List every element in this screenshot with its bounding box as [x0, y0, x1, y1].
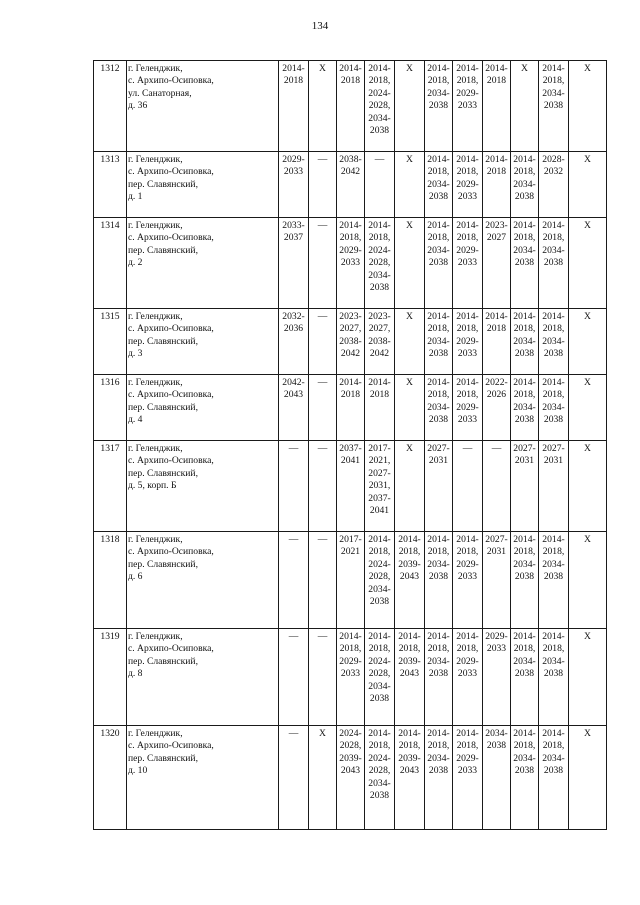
period-cell: 2014- 2018, 2034- 2038	[425, 218, 453, 309]
address-line: г. Геленджик,	[128, 311, 183, 322]
address-line: д. 6	[128, 571, 143, 583]
address-line: г. Геленджик,	[128, 728, 183, 739]
period-cell: 2014- 2018	[365, 375, 395, 441]
period-cell: 2014- 2018, 2034- 2038	[539, 218, 569, 309]
address-line: пер. Славянский,	[128, 244, 198, 256]
period-cell: 2023- 2027, 2038- 2042	[337, 309, 365, 375]
table-row	[94, 152, 607, 218]
address-line: с. Архипо-Осиповка,	[128, 166, 214, 178]
address-line: д. 2	[128, 257, 143, 269]
row-number: 1316	[94, 375, 127, 441]
period-cell: 2014- 2018	[483, 309, 511, 375]
period-cell: X	[569, 629, 607, 726]
row-number: 1320	[94, 726, 127, 830]
table-row	[94, 218, 607, 309]
address-cell	[127, 441, 279, 532]
period-cell: 2034- 2038	[483, 726, 511, 830]
period-cell: 2014- 2018, 2034- 2038	[425, 726, 453, 830]
period-cell: 2014- 2018, 2034- 2038	[539, 532, 569, 629]
period-cell: 2014- 2018, 2024- 2028, 2034- 2038	[365, 218, 395, 309]
period-cell: —	[279, 629, 309, 726]
table-row	[94, 532, 607, 629]
period-cell: 2037- 2041	[337, 441, 365, 532]
period-cell: 2014- 2018, 2034- 2038	[539, 726, 569, 830]
period-cell: X	[569, 309, 607, 375]
period-cell: 2014- 2018, 2029- 2033	[453, 532, 483, 629]
table-row	[94, 375, 607, 441]
period-cell: 2027- 2031	[425, 441, 453, 532]
period-cell: 2014- 2018, 2034- 2038	[511, 629, 539, 726]
period-cell: —	[453, 441, 483, 532]
row-number: 1319	[94, 629, 127, 726]
address-line: ул. Санаторная,	[128, 87, 192, 99]
row-number: 1318	[94, 532, 127, 629]
period-cell: 2014- 2018, 2029- 2033	[337, 629, 365, 726]
address-cell	[127, 309, 279, 375]
period-cell: —	[483, 441, 511, 532]
period-cell: 2014- 2018, 2024- 2028, 2034- 2038	[365, 629, 395, 726]
period-cell: —	[279, 532, 309, 629]
period-cell: 2023- 2027	[483, 218, 511, 309]
period-cell: 2014- 2018, 2024- 2028, 2034- 2038	[365, 532, 395, 629]
period-cell: —	[279, 441, 309, 532]
period-cell: X	[395, 441, 425, 532]
period-cell: 2014- 2018, 2034- 2038	[425, 152, 453, 218]
period-cell: X	[395, 61, 425, 152]
address-line: пер. Славянский,	[128, 558, 198, 570]
period-cell: 2014- 2018, 2029- 2033	[453, 375, 483, 441]
period-cell: 2014- 2018, 2034- 2038	[425, 532, 453, 629]
period-cell: —	[309, 218, 337, 309]
period-cell: 2014- 2018, 2039- 2043	[395, 532, 425, 629]
period-cell: 2014- 2018, 2034- 2038	[425, 61, 453, 152]
address-line: пер. Славянский,	[128, 752, 198, 764]
period-cell: 2032- 2036	[279, 309, 309, 375]
period-cell: 2022- 2026	[483, 375, 511, 441]
period-cell: 2014- 2018	[337, 61, 365, 152]
table-row	[94, 61, 607, 152]
period-cell: —	[309, 532, 337, 629]
period-cell: 2014- 2018, 2034- 2038	[539, 309, 569, 375]
period-cell: 2038- 2042	[337, 152, 365, 218]
address-line: д. 10	[128, 765, 148, 777]
period-cell: 2014- 2018, 2029- 2033	[337, 218, 365, 309]
period-cell: —	[309, 309, 337, 375]
period-cell: 2014- 2018	[279, 61, 309, 152]
period-cell: X	[395, 375, 425, 441]
address-line: г. Геленджик,	[128, 63, 183, 74]
period-cell: 2014- 2018, 2034- 2038	[539, 61, 569, 152]
address-line: д. 36	[128, 100, 148, 112]
period-cell: —	[279, 726, 309, 830]
period-cell: 2014- 2018, 2039- 2043	[395, 726, 425, 830]
address-cell	[127, 152, 279, 218]
period-cell: 2024- 2028, 2039- 2043	[337, 726, 365, 830]
period-cell: 2014- 2018, 2034- 2038	[511, 726, 539, 830]
address-cell	[127, 61, 279, 152]
period-cell: —	[309, 629, 337, 726]
address-line: г. Геленджик,	[128, 154, 183, 165]
period-cell: 2017- 2021, 2027- 2031, 2037- 2041	[365, 441, 395, 532]
address-line: г. Геленджик,	[128, 220, 183, 231]
address-cell	[127, 375, 279, 441]
table-row	[94, 441, 607, 532]
row-number: 1317	[94, 441, 127, 532]
address-cell	[127, 532, 279, 629]
period-cell: 2023- 2027, 2038- 2042	[365, 309, 395, 375]
address-line: пер. Славянский,	[128, 178, 198, 190]
period-cell: 2014- 2018, 2034- 2038	[425, 309, 453, 375]
row-number: 1313	[94, 152, 127, 218]
period-cell: 2014- 2018, 2024- 2028, 2034- 2038	[365, 61, 395, 152]
address-cell	[127, 726, 279, 830]
period-cell: X	[569, 61, 607, 152]
period-cell: X	[395, 309, 425, 375]
table-body	[94, 61, 607, 830]
period-cell: 2014- 2018	[337, 375, 365, 441]
period-cell: X	[569, 441, 607, 532]
address-line: г. Геленджик,	[128, 631, 183, 642]
period-cell: 2014- 2018, 2034- 2038	[511, 309, 539, 375]
period-cell: X	[395, 152, 425, 218]
period-cell: 2014- 2018, 2029- 2033	[453, 61, 483, 152]
address-cell	[127, 218, 279, 309]
period-cell: 2027- 2031	[539, 441, 569, 532]
period-cell: X	[309, 726, 337, 830]
period-cell: —	[309, 375, 337, 441]
period-cell: —	[365, 152, 395, 218]
period-cell: 2014- 2018, 2029- 2033	[453, 629, 483, 726]
period-cell: 2014- 2018, 2034- 2038	[511, 532, 539, 629]
address-line: с. Архипо-Осиповка,	[128, 740, 214, 752]
address-line: д. 1	[128, 191, 143, 203]
address-line: с. Архипо-Осиповка,	[128, 232, 214, 244]
period-cell: X	[569, 375, 607, 441]
period-cell: 2014- 2018, 2029- 2033	[453, 309, 483, 375]
address-line: д. 5, корп. Б	[128, 480, 177, 492]
period-cell: 2042- 2043	[279, 375, 309, 441]
period-cell: 2029- 2033	[483, 629, 511, 726]
address-line: пер. Славянский,	[128, 401, 198, 413]
period-cell: 2014- 2018, 2024- 2028, 2034- 2038	[365, 726, 395, 830]
period-cell: 2014- 2018, 2034- 2038	[539, 629, 569, 726]
address-line: с. Архипо-Осиповка,	[128, 323, 214, 335]
period-cell: 2014- 2018, 2034- 2038	[511, 375, 539, 441]
period-cell: 2014- 2018, 2029- 2033	[453, 152, 483, 218]
period-cell: 2028- 2032	[539, 152, 569, 218]
row-number: 1312	[94, 61, 127, 152]
address-line: г. Геленджик,	[128, 443, 183, 454]
period-cell: X	[569, 726, 607, 830]
page-number: 134	[311, 20, 329, 32]
address-cell	[127, 629, 279, 726]
period-cell: —	[309, 152, 337, 218]
register-table	[93, 60, 607, 830]
period-cell: X	[511, 61, 539, 152]
period-cell: 2014- 2018	[483, 152, 511, 218]
period-cell: X	[309, 61, 337, 152]
address-line: с. Архипо-Осиповка,	[128, 75, 214, 87]
period-cell: 2014- 2018, 2029- 2033	[453, 726, 483, 830]
address-line: с. Архипо-Осиповка,	[128, 546, 214, 558]
address-line: с. Архипо-Осиповка,	[128, 389, 214, 401]
period-cell: 2014- 2018, 2034- 2038	[425, 629, 453, 726]
table-row	[94, 726, 607, 830]
period-cell: 2014- 2018, 2034- 2038	[511, 152, 539, 218]
address-line: с. Архипо-Осиповка,	[128, 643, 214, 655]
address-line: пер. Славянский,	[128, 467, 198, 479]
period-cell: —	[309, 441, 337, 532]
address-line: г. Геленджик,	[128, 377, 183, 388]
period-cell: 2014- 2018, 2034- 2038	[511, 218, 539, 309]
row-number: 1314	[94, 218, 127, 309]
period-cell: 2014- 2018, 2034- 2038	[425, 375, 453, 441]
table-row	[94, 309, 607, 375]
address-line: с. Архипо-Осиповка,	[128, 455, 214, 467]
period-cell: X	[395, 218, 425, 309]
address-line: пер. Славянский,	[128, 335, 198, 347]
address-line: д. 3	[128, 348, 143, 360]
period-cell: 2017- 2021	[337, 532, 365, 629]
period-cell: 2027- 2031	[511, 441, 539, 532]
period-cell: 2027- 2031	[483, 532, 511, 629]
period-cell: X	[569, 152, 607, 218]
table-row	[94, 629, 607, 726]
period-cell: 2029- 2033	[279, 152, 309, 218]
period-cell: 2014- 2018, 2034- 2038	[539, 375, 569, 441]
address-line: д. 4	[128, 414, 143, 426]
period-cell: 2014- 2018, 2039- 2043	[395, 629, 425, 726]
address-line: г. Геленджик,	[128, 534, 183, 545]
period-cell: X	[569, 532, 607, 629]
period-cell: 2014- 2018	[483, 61, 511, 152]
period-cell: 2014- 2018, 2029- 2033	[453, 218, 483, 309]
period-cell: 2033- 2037	[279, 218, 309, 309]
period-cell: X	[569, 218, 607, 309]
address-line: пер. Славянский,	[128, 655, 198, 667]
address-line: д. 8	[128, 668, 143, 680]
row-number: 1315	[94, 309, 127, 375]
